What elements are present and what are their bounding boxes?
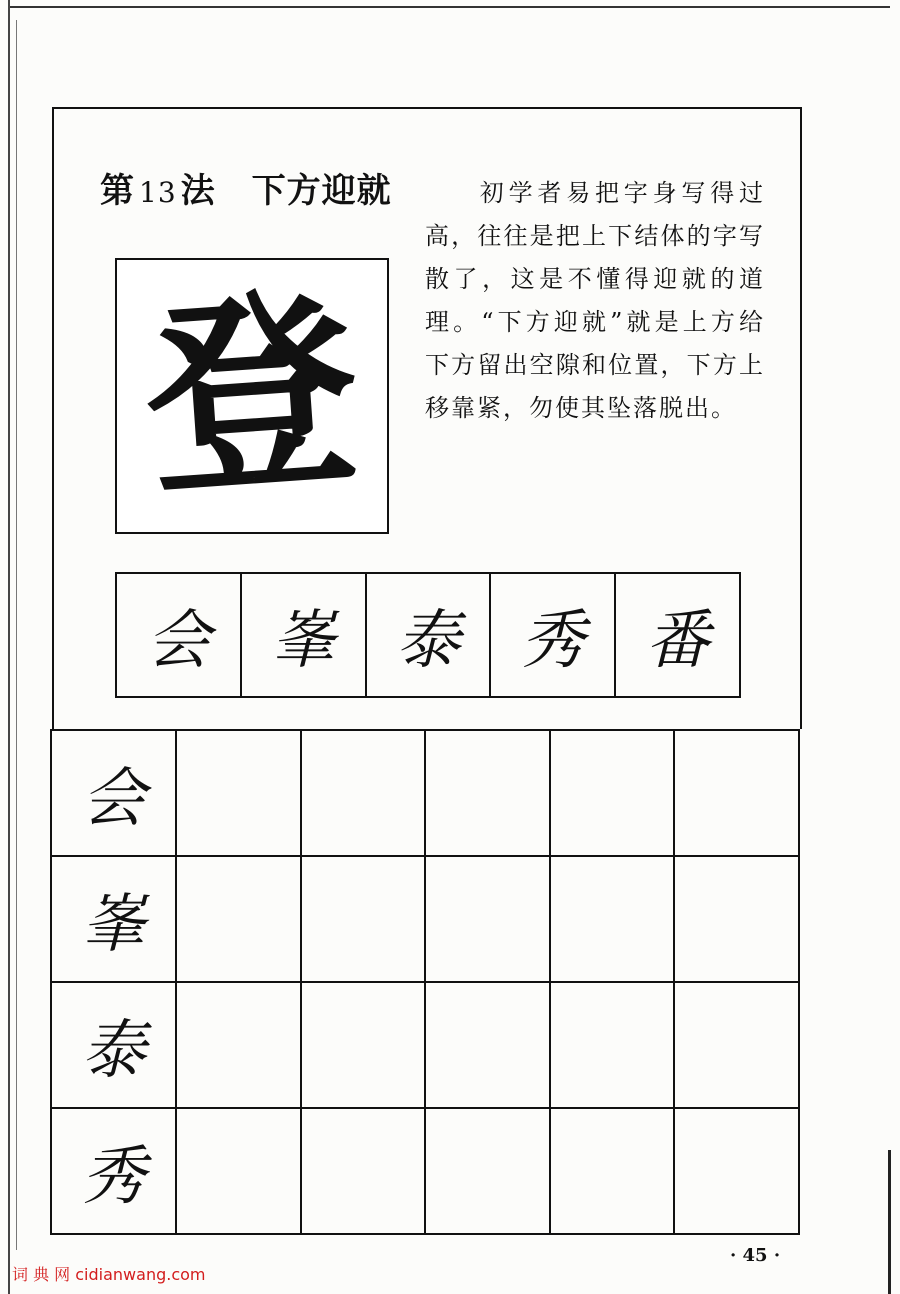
practice-cell: [675, 1109, 800, 1235]
practice-cell: [551, 1109, 676, 1235]
example-character: 登: [138, 264, 366, 527]
sample-character: 泰: [367, 574, 492, 696]
description-text: 初学者易把字身写得过高，往往是把上下结体的字写散了，这是不懂得迎就的道理。“下方迎就”就是上方给下方留出空隙和位置，下方上移靠紧，勿使其坠落脱出。: [425, 179, 765, 422]
practice-model-character: 会: [52, 731, 177, 857]
practice-cell: [675, 731, 800, 857]
sample-character: 秀: [491, 574, 616, 696]
scan-edge-left: [8, 0, 10, 1294]
practice-cell: [302, 983, 427, 1109]
practice-cell: [177, 731, 302, 857]
practice-cell: [177, 1109, 302, 1235]
practice-grid: [50, 729, 800, 1235]
scan-edge-top: [10, 6, 890, 8]
sample-character: 番: [645, 604, 710, 678]
sample-strip: [115, 572, 741, 698]
practice-cell: [426, 857, 551, 983]
sample-character: 峯: [242, 574, 367, 696]
practice-cell: [302, 1109, 427, 1235]
practice-cell: [177, 983, 302, 1109]
practice-cell: [302, 857, 427, 983]
practice-cell: [426, 1109, 551, 1235]
scan-edge-left-inner: [16, 20, 17, 1250]
practice-cell: [675, 983, 800, 1109]
lesson-prefix: 第: [100, 171, 135, 211]
lesson-description: [425, 172, 765, 430]
scan-edge-right: [888, 1150, 891, 1294]
sample-character: 会: [117, 574, 242, 696]
practice-cell: [177, 857, 302, 983]
practice-cell: [675, 857, 800, 983]
lesson-suffix: 法: [180, 171, 216, 211]
watermark-link[interactable]: 词 典 网 cidianwang.com: [12, 1265, 206, 1284]
practice-model-character: 秀: [52, 1109, 177, 1235]
page-number: · 45 ·: [730, 1245, 781, 1266]
lesson-name: 下方迎就: [251, 171, 392, 211]
practice-cell: [551, 983, 676, 1109]
practice-model-character: 泰: [52, 983, 177, 1109]
lesson-number: 13: [139, 176, 177, 209]
example-box: [115, 258, 389, 534]
practice-cell: [302, 731, 427, 857]
practice-cell: [426, 983, 551, 1109]
practice-cell: [426, 731, 551, 857]
practice-cell: [551, 731, 676, 857]
practice-cell: [551, 857, 676, 983]
practice-model-character: 峯: [52, 857, 177, 983]
lesson-title: [100, 163, 392, 212]
